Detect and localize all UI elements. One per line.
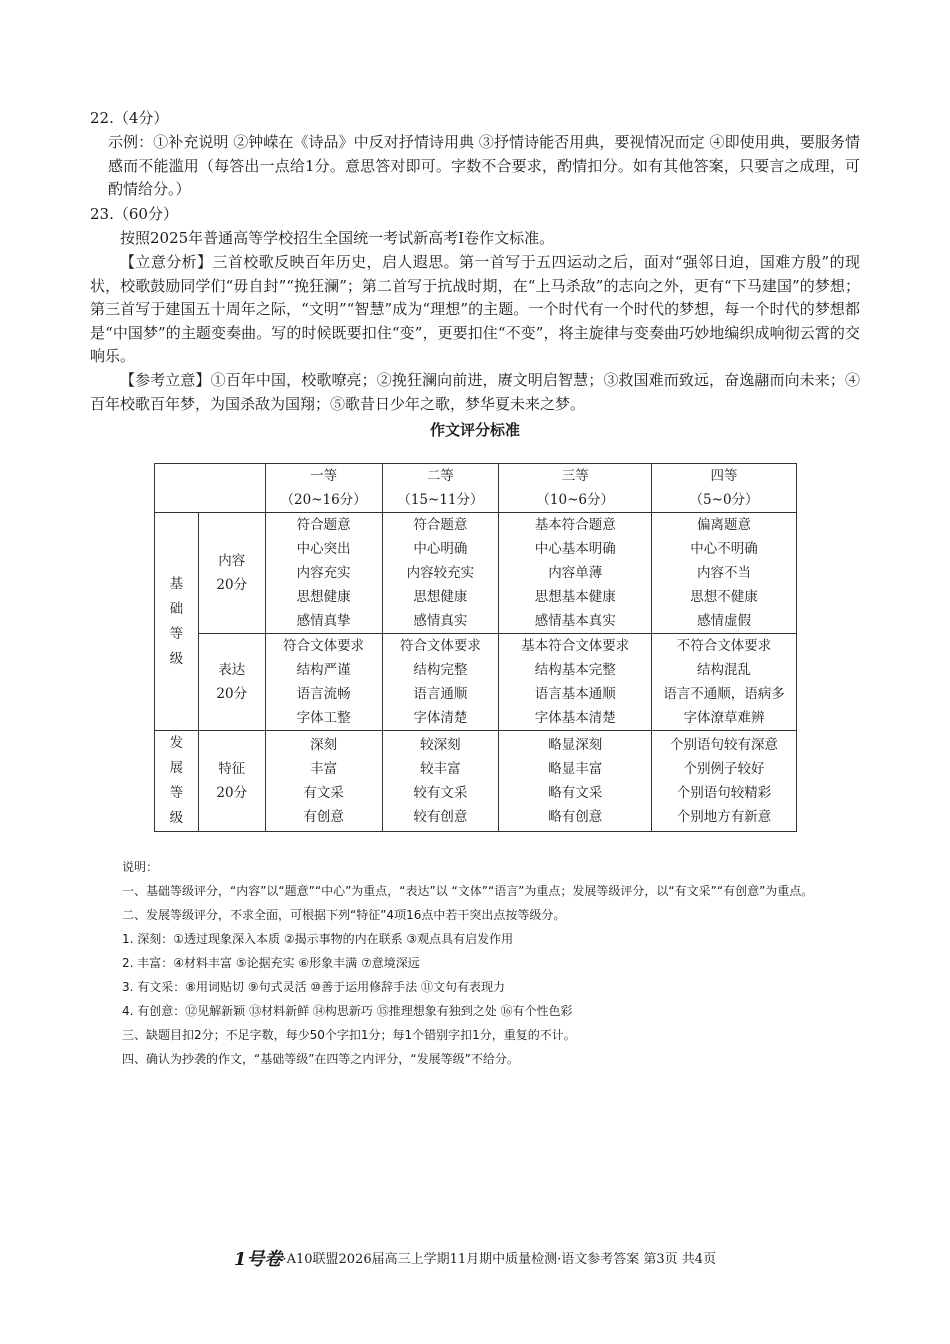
question-22-heading: 22.（4分） [90, 109, 169, 127]
footer-text: ·A10联盟2026届高三上学期11月期中质量检测·语文参考答案 第3页 共4页 [282, 1252, 717, 1267]
grade-1-header: 一等 （20~16分） [265, 464, 382, 513]
expression-grade-4: 不符合文体要求 结构混乱 语言不通顺，语病多 字体潦草难辨 [652, 634, 797, 731]
note-3: 三、缺题目扣2分；不足字数，每少50个字扣1分；每1个错别字扣1分，重复的不计。 [122, 1028, 576, 1042]
content-grade-4: 偏离题意 中心不明确 内容不当 思想不健康 感情虚假 [652, 513, 797, 634]
note-4: 四、确认为抄袭的作文，“基础等级”在四等之内评分，“发展等级”不给分。 [122, 1052, 519, 1066]
header-blank-cell [155, 464, 266, 513]
brand-logo: 1号卷 [233, 1249, 283, 1270]
content-label: 内容 20分 [198, 513, 265, 634]
question-23-heading: 23.（60分） [90, 205, 178, 223]
content-grade-1: 符合题意 中心突出 内容充实 思想健康 感情真挚 [265, 513, 382, 634]
scoring-notes [122, 855, 867, 1071]
table-title: 作文评分标准 [429, 421, 520, 439]
note-2: 二、发展等级评分，不求全面，可根据下列“特征”4项16点中若干突出点按等级分。 [122, 908, 566, 922]
development-level-label: 发 展 等 级 [155, 731, 199, 832]
expression-grade-1: 符合文体要求 结构严谨 语言流畅 字体工整 [265, 634, 382, 731]
note-1: 一、基础等级评分，“内容”以“题意”“中心”为重点，“表达”以 “文体”“语言”为重点；发展等级评分，以“有文采”“有创意”为重点。 [122, 884, 814, 898]
expression-grade-3: 基本符合文体要求 结构基本完整 语言基本通顺 字体基本清楚 [499, 634, 652, 731]
question-22-answer: 示例：①补充说明 ②钟嵘在《诗品》中反对抒情诗用典 ③抒情诗能否用典，要视情况而定 ④即使用典，要服务情感而不能滥用（每答出一点给1分。意思答对即可。字数不合要求，酌情扣分。如有其他答案，只要言之成理，可酌情给分。） [108, 133, 860, 198]
basic-level-label: 基 础 等 级 [155, 513, 199, 731]
grade-3-header: 三等 （10~6分） [499, 464, 652, 513]
essay-standard-note: 按照2025年普通高等学校招生全国统一考试新高考Ⅰ卷作文标准。 [120, 229, 555, 247]
grade-2-header: 二等 （15~11分） [382, 464, 499, 513]
features-row [155, 731, 797, 832]
theme-analysis: 【立意分析】三首校歌反映百年历史，启人遐思。第一首写于五四运动之后，面对“强邻日迫，国难方殷”的现状，校歌鼓励同学们“毋自封”“挽狂澜”；第二首写于抗战时期，在“上马杀敌”的志向之外，更有“下马建国”的梦想；第三首写于建国五十周年之际，“文明”“智慧”成为“理想”的主题。一个时代有一个时代的梦想，每一个时代的梦想都是“中国梦”的主题变奏曲。写的时候既要扣住“变”，更要扣住“不变”，将主旋律与变奏曲巧妙地编织成响彻云霄的交响乐。 [90, 253, 860, 365]
detail-creative: 4. 有创意：⑫见解新颖 ⑬材料新鲜 ⑭构思新巧 ⑮推理想象有独到之处 ⑯有个性色彩 [122, 1004, 573, 1018]
expression-label: 表达 20分 [198, 634, 265, 731]
features-grade-4: 个别语句较有深意 个别例子较好 个别语句较精彩 个别地方有新意 [652, 731, 797, 832]
content-grade-2: 符合题意 中心明确 内容较充实 思想健康 感情真实 [382, 513, 499, 634]
features-label: 特征 20分 [198, 731, 265, 832]
expression-row [155, 634, 797, 731]
content-row [155, 513, 797, 634]
features-grade-2: 较深刻 较丰富 较有文采 较有创意 [382, 731, 499, 832]
features-grade-3: 略显深刻 略显丰富 略有文采 略有创意 [499, 731, 652, 832]
grade-header-row [155, 464, 797, 513]
detail-rich: 2. 丰富：④材料丰富 ⑤论据充实 ⑥形象丰满 ⑦意境深远 [122, 956, 420, 970]
content-grade-3: 基本符合题意 中心基本明确 内容单薄 思想基本健康 感情基本真实 [499, 513, 652, 634]
grade-4-header: 四等 （5~0分） [652, 464, 797, 513]
essay-scoring-table [154, 463, 797, 832]
detail-deep: 1. 深刻：①透过现象深入本质 ②揭示事物的内在联系 ③观点具有启发作用 [122, 932, 514, 946]
features-grade-1: 深刻 丰富 有文采 有创意 [265, 731, 382, 832]
detail-literary: 3. 有文采：⑧用词贴切 ⑨句式灵活 ⑩善于运用修辞手法 ⑪文句有表现力 [122, 980, 505, 994]
notes-title: 说明： [122, 860, 159, 874]
reference-themes: 【参考立意】①百年中国，校歌嘹亮；②挽狂澜向前进，赓文明启智慧；③救国难而致远，奋逸翮而向未来；④百年校歌百年梦，为国杀敌为国翔；⑤歌昔日少年之歌，梦华夏未来之梦。 [90, 371, 860, 413]
page-footer [0, 1245, 950, 1271]
expression-grade-2: 符合文体要求 结构完整 语言通顺 字体清楚 [382, 634, 499, 731]
